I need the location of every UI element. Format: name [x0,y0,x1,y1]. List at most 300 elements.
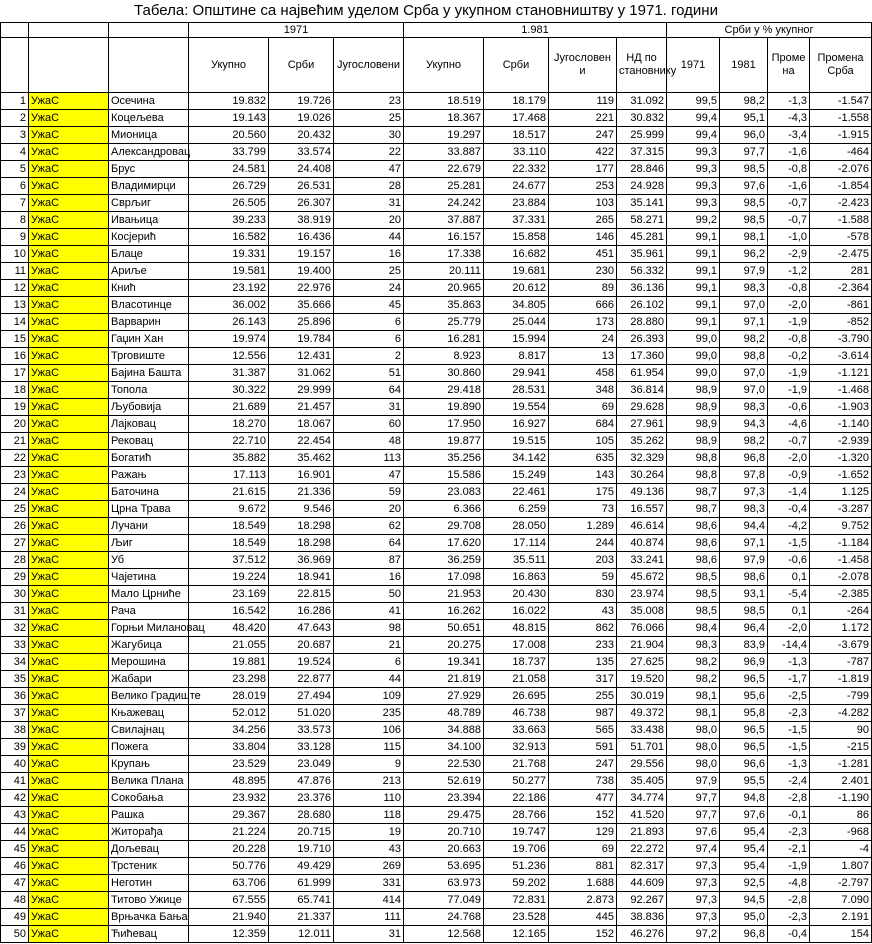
total-1971-cell: 23.169 [189,586,269,603]
nd-per-capita-cell: 28.880 [617,314,667,331]
region-cell: УжаС [29,212,109,229]
yugoslavs-1981-cell: 73 [549,501,617,518]
row-number-cell: 20 [1,416,29,433]
serbs-1971-cell: 38.919 [269,212,334,229]
region-cell: УжаС [29,892,109,909]
total-1981-cell: 53.695 [404,858,484,875]
pct-1971-cell: 98,0 [667,756,720,773]
yugoslavs-1971-cell: 31 [334,926,404,943]
municipality-cell: Трстеник [109,858,189,875]
serb-change-cell: -2.475 [810,246,872,263]
yugoslavs-1971-cell: 6 [334,314,404,331]
pct-1971-cell: 99,3 [667,178,720,195]
row-number-cell: 26 [1,518,29,535]
nd-per-capita-cell: 26.393 [617,331,667,348]
serbs-1981-cell: 28.050 [484,518,549,535]
serb-change-cell: -578 [810,229,872,246]
total-1971-cell: 30.322 [189,382,269,399]
nd-per-capita-cell: 26.102 [617,297,667,314]
table-row [1,178,872,195]
blank-header [1,23,29,38]
yugoslavs-1981-cell: 129 [549,824,617,841]
total-1971-cell: 39.233 [189,212,269,229]
yugoslavs-1971-cell: 24 [334,280,404,297]
pct-1981-cell: 95,8 [720,705,768,722]
pct-1981-cell: 97,7 [720,144,768,161]
serb-change-cell: -1.190 [810,790,872,807]
serbs-1971-cell: 36.969 [269,552,334,569]
region-cell: УжаС [29,790,109,807]
pct-change-cell: -3,4 [768,127,810,144]
serbs-1981-cell: 72.831 [484,892,549,909]
total-1971-cell: 17.113 [189,467,269,484]
row-number-cell: 27 [1,535,29,552]
total-1981-cell: 20.965 [404,280,484,297]
municipality-cell: Лајковац [109,416,189,433]
total-1981-cell: 18.367 [404,110,484,127]
total-1971-cell: 21.615 [189,484,269,501]
region-cell: УжаС [29,756,109,773]
region-cell: УжаС [29,161,109,178]
serb-change-cell: -2.385 [810,586,872,603]
yugoslavs-1971-cell: 41 [334,603,404,620]
serbs-1981-cell: 28.531 [484,382,549,399]
serb-change-cell: -1.468 [810,382,872,399]
yugoslavs-1981-cell: 247 [549,127,617,144]
row-number-cell: 34 [1,654,29,671]
yugoslavs-1971-cell: 48 [334,433,404,450]
yugoslavs-1981-cell: 24 [549,331,617,348]
yugoslavs-1981-cell: 230 [549,263,617,280]
row-number-cell: 48 [1,892,29,909]
row-number-cell: 44 [1,824,29,841]
table-row [1,518,872,535]
pct-change-cell: -2,0 [768,620,810,637]
yugoslavs-1971-cell: 20 [334,501,404,518]
yugoslavs-1981-cell: 477 [549,790,617,807]
pct-1971-cell: 99,0 [667,331,720,348]
total-1971-cell: 29.367 [189,807,269,824]
pct-1971-cell: 99,1 [667,263,720,280]
pct-1971-cell: 98,1 [667,705,720,722]
serbs-1981-cell: 22.461 [484,484,549,501]
pct-1981-cell: 97,3 [720,484,768,501]
municipality-cell: Мерошина [109,654,189,671]
yugoslavs-1971-cell: 44 [334,671,404,688]
municipality-cell: Кнић [109,280,189,297]
serbs-1981-cell: 29.941 [484,365,549,382]
total-1971-cell: 34.256 [189,722,269,739]
group-header-1971: 1971 [189,23,404,38]
serbs-1971-cell: 24.408 [269,161,334,178]
nd-per-capita-cell: 19.520 [617,671,667,688]
serbs-1981-cell: 18.517 [484,127,549,144]
municipality-cell: Сокобања [109,790,189,807]
total-1981-cell: 22.679 [404,161,484,178]
serb-change-cell: -4 [810,841,872,858]
serbs-1981-cell: 24.677 [484,178,549,195]
nd-per-capita-cell: 27.961 [617,416,667,433]
table-row [1,246,872,263]
serbs-1971-cell: 18.067 [269,416,334,433]
serb-change-cell: 2.401 [810,773,872,790]
pct-change-cell: -0,4 [768,501,810,518]
serbs-1971-cell: 22.815 [269,586,334,603]
total-1981-cell: 21.819 [404,671,484,688]
yugoslavs-1981-cell: 253 [549,178,617,195]
total-1981-cell: 20.663 [404,841,484,858]
total-1971-cell: 21.689 [189,399,269,416]
region-cell: УжаС [29,127,109,144]
row-number-cell: 19 [1,399,29,416]
serbs-1981-cell: 21.058 [484,671,549,688]
pct-change-cell: -2,5 [768,688,810,705]
total-1971-cell: 21.940 [189,909,269,926]
yugoslavs-1981-cell: 244 [549,535,617,552]
municipality-cell: Љиг [109,535,189,552]
region-cell: УжаС [29,875,109,892]
table-row [1,824,872,841]
total-1981-cell: 34.100 [404,739,484,756]
municipality-cell: Бајина Башта [109,365,189,382]
pct-change-cell: -2,0 [768,297,810,314]
serbs-1971-cell: 20.715 [269,824,334,841]
pct-1981-cell: 93,1 [720,586,768,603]
yugoslavs-1971-cell: 31 [334,195,404,212]
table-row [1,875,872,892]
table-row [1,603,872,620]
total-1981-cell: 20.710 [404,824,484,841]
municipality-cell: Титово Ужице [109,892,189,909]
yugoslavs-1971-cell: 30 [334,127,404,144]
serbs-1981-cell: 12.165 [484,926,549,943]
yugoslavs-1971-cell: 31 [334,399,404,416]
municipality-cell: Топола [109,382,189,399]
serb-change-cell: -2.939 [810,433,872,450]
municipality-cell: Гаџин Хан [109,331,189,348]
region-cell: УжаС [29,280,109,297]
serbs-1971-cell: 23.376 [269,790,334,807]
region-cell: УжаС [29,824,109,841]
pct-1971-cell: 99,4 [667,110,720,127]
table-row [1,654,872,671]
serbs-1971-cell: 19.157 [269,246,334,263]
region-cell: УжаС [29,263,109,280]
row-number-cell: 2 [1,110,29,127]
serbs-1971-cell: 65.741 [269,892,334,909]
table-row [1,110,872,127]
serbs-1981-cell: 20.430 [484,586,549,603]
row-number-cell: 18 [1,382,29,399]
pct-change-cell: -2,0 [768,450,810,467]
total-1981-cell: 24.768 [404,909,484,926]
serbs-1981-cell: 19.554 [484,399,549,416]
yugoslavs-1971-cell: 21 [334,637,404,654]
pct-change-cell: 0,1 [768,569,810,586]
yugoslavs-1981-cell: 881 [549,858,617,875]
serb-change-cell: -215 [810,739,872,756]
yugoslavs-1971-cell: 16 [334,246,404,263]
table-row [1,433,872,450]
pct-change-cell: -1,7 [768,671,810,688]
total-1971-cell: 37.512 [189,552,269,569]
total-1981-cell: 12.568 [404,926,484,943]
yugoslavs-1981-cell: 862 [549,620,617,637]
yugoslavs-1981-cell: 265 [549,212,617,229]
serb-change-cell: -1.140 [810,416,872,433]
pct-1971-cell: 99,0 [667,365,720,382]
pct-1981-cell: 96,9 [720,654,768,671]
yugoslavs-1971-cell: 50 [334,586,404,603]
serb-change-cell: -1.458 [810,552,872,569]
total-1971-cell: 19.143 [189,110,269,127]
nd-per-capita-cell: 35.961 [617,246,667,263]
yugoslavs-1981-cell: 69 [549,399,617,416]
total-1971-cell: 23.932 [189,790,269,807]
table-row [1,705,872,722]
table-row [1,858,872,875]
municipality-cell: Рековац [109,433,189,450]
yugoslavs-1981-cell: 684 [549,416,617,433]
yugoslavs-1981-cell: 738 [549,773,617,790]
total-1981-cell: 29.418 [404,382,484,399]
total-1971-cell: 33.804 [189,739,269,756]
municipality-cell: Ивањица [109,212,189,229]
nd-per-capita-cell: 28.846 [617,161,667,178]
total-1981-cell: 16.262 [404,603,484,620]
pct-1981-cell: 94,4 [720,518,768,535]
row-number-cell: 32 [1,620,29,637]
total-1981-cell: 50.651 [404,620,484,637]
pct-1981-cell: 95,4 [720,841,768,858]
col-header-serbs-1981: Срби [484,38,549,93]
pct-1981-cell: 96,5 [720,722,768,739]
yugoslavs-1971-cell: 110 [334,790,404,807]
yugoslavs-1971-cell: 45 [334,297,404,314]
serbs-1971-cell: 20.432 [269,127,334,144]
serbs-1981-cell: 15.994 [484,331,549,348]
total-1981-cell: 48.789 [404,705,484,722]
region-cell: УжаС [29,773,109,790]
total-1971-cell: 19.581 [189,263,269,280]
municipality-cell: Власотинце [109,297,189,314]
serb-change-cell: 281 [810,263,872,280]
municipality-cell: Књажевац [109,705,189,722]
nd-per-capita-cell: 46.614 [617,518,667,535]
nd-per-capita-cell: 31.092 [617,93,667,110]
region-cell: УжаС [29,399,109,416]
pct-change-cell: -5,4 [768,586,810,603]
serbs-1971-cell: 28.680 [269,807,334,824]
pct-1971-cell: 97,3 [667,909,720,926]
region-cell: УжаС [29,637,109,654]
pct-1971-cell: 98,9 [667,433,720,450]
pct-1981-cell: 97,9 [720,263,768,280]
yugoslavs-1981-cell: 451 [549,246,617,263]
yugoslavs-1971-cell: 113 [334,450,404,467]
nd-per-capita-cell: 37.315 [617,144,667,161]
yugoslavs-1971-cell: 19 [334,824,404,841]
nd-per-capita-cell: 33.241 [617,552,667,569]
pct-1971-cell: 99,3 [667,195,720,212]
serb-change-cell: -2.797 [810,875,872,892]
yugoslavs-1971-cell: 111 [334,909,404,926]
total-1981-cell: 63.973 [404,875,484,892]
pct-1981-cell: 94,5 [720,892,768,909]
yugoslavs-1981-cell: 177 [549,161,617,178]
table-row [1,620,872,637]
pct-1971-cell: 98,6 [667,518,720,535]
municipality-cell: Љубовија [109,399,189,416]
serb-change-cell: -787 [810,654,872,671]
serbs-1981-cell: 17.114 [484,535,549,552]
region-cell: УжаС [29,433,109,450]
pct-1981-cell: 98,6 [720,569,768,586]
table-row [1,280,872,297]
row-number-cell: 33 [1,637,29,654]
total-1981-cell: 22.530 [404,756,484,773]
yugoslavs-1981-cell: 458 [549,365,617,382]
region-cell: УжаС [29,841,109,858]
pct-1971-cell: 98,5 [667,586,720,603]
serb-change-cell: 86 [810,807,872,824]
region-cell: УжаС [29,416,109,433]
municipality-cell: Дољевац [109,841,189,858]
serbs-1971-cell: 26.307 [269,195,334,212]
pct-1981-cell: 98,5 [720,212,768,229]
total-1981-cell: 20.111 [404,263,484,280]
table-row [1,297,872,314]
serbs-1981-cell: 18.179 [484,93,549,110]
nd-per-capita-cell: 56.332 [617,263,667,280]
yugoslavs-1981-cell: 317 [549,671,617,688]
serb-change-cell: 90 [810,722,872,739]
pct-change-cell: -2,8 [768,892,810,909]
total-1981-cell: 29.475 [404,807,484,824]
municipality-cell: Крупањ [109,756,189,773]
group-header-1981: 1.981 [404,23,667,38]
total-1981-cell: 77.049 [404,892,484,909]
serbs-1981-cell: 21.768 [484,756,549,773]
pct-1981-cell: 98,2 [720,331,768,348]
yugoslavs-1981-cell: 119 [549,93,617,110]
serbs-1971-cell: 27.494 [269,688,334,705]
serbs-1981-cell: 16.682 [484,246,549,263]
row-number-cell: 15 [1,331,29,348]
pct-change-cell: -2,9 [768,246,810,263]
pct-1981-cell: 96,6 [720,756,768,773]
yugoslavs-1981-cell: 1.688 [549,875,617,892]
table-row [1,790,872,807]
total-1981-cell: 17.950 [404,416,484,433]
serb-change-cell: -4.282 [810,705,872,722]
row-number-cell: 50 [1,926,29,943]
col-header-pct-1981: 1981 [720,38,768,93]
total-1971-cell: 12.359 [189,926,269,943]
table-row [1,365,872,382]
col-header-serbs-1971: Срби [269,38,334,93]
serbs-1971-cell: 19.726 [269,93,334,110]
pct-1971-cell: 98,3 [667,637,720,654]
serb-change-cell: 7.090 [810,892,872,909]
row-number-cell: 13 [1,297,29,314]
serbs-1981-cell: 28.766 [484,807,549,824]
pct-1981-cell: 98,5 [720,603,768,620]
pct-1971-cell: 97,3 [667,875,720,892]
municipality-cell: Мионица [109,127,189,144]
total-1971-cell: 19.832 [189,93,269,110]
total-1971-cell: 19.331 [189,246,269,263]
pct-change-cell: -1,6 [768,178,810,195]
pct-1981-cell: 97,6 [720,807,768,824]
pct-1981-cell: 92,5 [720,875,768,892]
yugoslavs-1981-cell: 635 [549,450,617,467]
yugoslavs-1971-cell: 23 [334,93,404,110]
pct-change-cell: -2,3 [768,909,810,926]
serbs-1971-cell: 16.286 [269,603,334,620]
total-1981-cell: 30.860 [404,365,484,382]
serb-change-cell: -3.790 [810,331,872,348]
region-cell: УжаС [29,926,109,943]
yugoslavs-1971-cell: 6 [334,654,404,671]
serb-change-cell: -1.819 [810,671,872,688]
pct-change-cell: -1,6 [768,144,810,161]
pct-1981-cell: 98,2 [720,433,768,450]
region-cell: УжаС [29,739,109,756]
pct-1971-cell: 99,5 [667,93,720,110]
row-number-cell: 31 [1,603,29,620]
pct-change-cell: -0,7 [768,212,810,229]
municipality-cell: Сврљиг [109,195,189,212]
serbs-1971-cell: 51.020 [269,705,334,722]
serbs-1981-cell: 16.927 [484,416,549,433]
row-number-cell: 6 [1,178,29,195]
pct-change-cell: -4,2 [768,518,810,535]
row-number-cell: 22 [1,450,29,467]
total-1971-cell: 48.420 [189,620,269,637]
serb-change-cell: -3.679 [810,637,872,654]
pct-1971-cell: 99,1 [667,280,720,297]
pct-change-cell: -1,3 [768,654,810,671]
region-cell: УжаС [29,603,109,620]
pct-1981-cell: 96,5 [720,739,768,756]
yugoslavs-1981-cell: 830 [549,586,617,603]
yugoslavs-1981-cell: 143 [549,467,617,484]
nd-per-capita-cell: 29.556 [617,756,667,773]
serbs-1971-cell: 35.666 [269,297,334,314]
yugoslavs-1981-cell: 103 [549,195,617,212]
pct-1971-cell: 99,2 [667,212,720,229]
total-1981-cell: 21.953 [404,586,484,603]
total-1981-cell: 15.586 [404,467,484,484]
pct-1981-cell: 97,9 [720,552,768,569]
col-header-nd-per-capita: НД по становнику [617,38,667,93]
row-number-cell: 36 [1,688,29,705]
serb-change-cell: -1.915 [810,127,872,144]
row-number-cell: 45 [1,841,29,858]
serbs-1981-cell: 19.681 [484,263,549,280]
serb-change-cell: -852 [810,314,872,331]
col-header-total-1981: Укупно [404,38,484,93]
nd-per-capita-cell: 92.267 [617,892,667,909]
serb-change-cell: 154 [810,926,872,943]
serb-change-cell: -464 [810,144,872,161]
region-cell: УжаС [29,178,109,195]
pct-change-cell: -0,1 [768,807,810,824]
total-1981-cell: 19.297 [404,127,484,144]
municipality-cell: Владимирци [109,178,189,195]
pct-change-cell: -1,5 [768,739,810,756]
